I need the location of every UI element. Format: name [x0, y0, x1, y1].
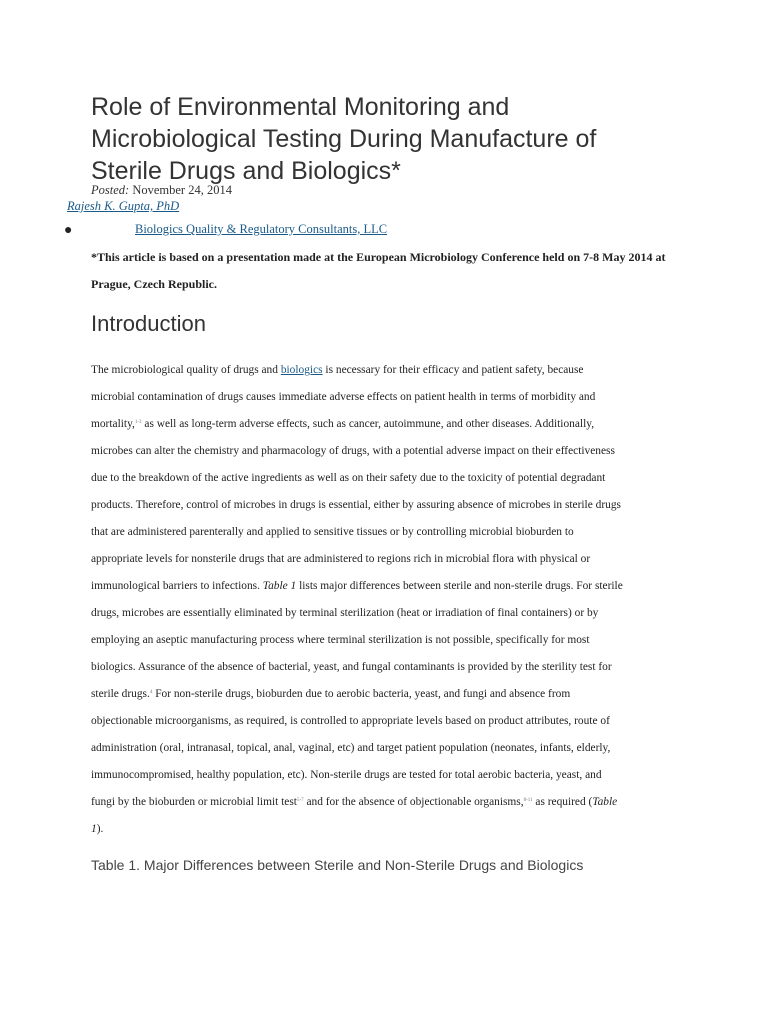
line-text: For non-sterile drugs, bioburden due to aerobic bacteria, yeast, and fungi and absence from [152, 688, 571, 700]
line-text: as required ( [532, 796, 593, 808]
paragraph-line [91, 735, 691, 762]
paragraph-line [91, 465, 691, 492]
title-line: Sterile Drugs and Biologics* [91, 157, 401, 185]
title-line: Role of Environmental Monitoring and [91, 93, 510, 121]
paragraph-line [91, 357, 691, 384]
line-text: is necessary for their efficacy and patient safety, because [322, 364, 584, 376]
line-text: biologics. Assurance of the absence of bacterial, yeast, and fungal contaminants is provided by the sterility test for [91, 661, 612, 673]
posted-date: November 24, 2014 [129, 183, 232, 197]
line-text: employing an aseptic manufacturing process where terminal sterilization is not possible, specifically for most [91, 634, 590, 646]
paragraph-line [91, 546, 691, 573]
line-text: The microbiological quality of drugs and [91, 364, 281, 376]
paragraph-line [91, 681, 691, 708]
title-line: Microbiological Testing During Manufacture of [91, 125, 597, 153]
line-text: that are administered parenterally and applied to sensitive tissues or by controlling microbial bioburden to [91, 526, 574, 538]
table-reference: Table 1 [262, 580, 297, 592]
paragraph-line [91, 519, 691, 546]
line-text: drugs, microbes are essentially eliminated by terminal sterilization (heat or irradiation of final containers) or by [91, 607, 599, 619]
line-text: microbes can alter the chemistry and pharmacology of drugs, with a potential adverse impact on their effectiveness [91, 445, 615, 457]
line-text: mortality, [91, 418, 135, 430]
article-title [91, 91, 691, 187]
paragraph-line [91, 438, 691, 465]
paragraph-line [91, 573, 691, 600]
reference-superscript[interactable]: 5-7 [296, 798, 304, 803]
line-text: immunological barriers to infections. [91, 580, 263, 592]
line-text: due to the breakdown of the active ingredients as well as on their safety due to the toxicity of potential degradant [91, 472, 606, 484]
line-text: sterile drugs. [91, 688, 150, 700]
paragraph-line [91, 492, 691, 519]
posted-label: Posted: [91, 183, 130, 197]
line-text: administration (oral, intranasal, topical, anal, vaginal, etc) and target patient population (neonates, infants, elderly, [91, 742, 611, 754]
line-text: fungi by the bioburden or microbial limit test [91, 796, 297, 808]
line-text: lists major differences between sterile and non-sterile drugs. For sterile [296, 580, 623, 592]
table-caption: Table 1. Major Differences between Sterile and Non-Sterile Drugs and Biologics [91, 857, 584, 873]
reference-superscript[interactable]: 4 [149, 690, 153, 695]
paragraph-line [91, 600, 691, 627]
line-text: products. Therefore, control of microbes in drugs is essential, either by assuring absence of microbes in sterile drugs [91, 499, 621, 511]
line-text: and for the absence of objectionable organisms, [303, 796, 524, 808]
table-reference: 1 [91, 823, 97, 835]
line-text: objectionable microorganisms, as required, is controlled to appropriate levels based on product attributes, route of [91, 715, 610, 727]
table-reference: Table [592, 796, 618, 808]
line-text: ). [96, 823, 104, 835]
article-note: *This article is based on a presentation made at the European Microbiology Conference held on 7-8 May 2014 at Prague, Czech Republic. [91, 250, 666, 291]
paragraph-line [91, 708, 691, 735]
author-link[interactable]: Rajesh K. Gupta, PhD [67, 199, 180, 213]
posted-date-line [91, 183, 232, 198]
paragraph-line [91, 654, 691, 681]
line-text: as well as long-term adverse effects, such as cancer, autoimmune, and other diseases. Additionally, [141, 418, 595, 430]
paragraph-line [91, 816, 691, 843]
reference-superscript[interactable]: 8-11 [523, 798, 533, 803]
line-text: appropriate levels for nonsterile drugs that are administered to regions rich in microbial flora with physical or [91, 553, 591, 565]
bullet-icon: ● [64, 223, 73, 238]
reference-superscript[interactable]: 1-3 [134, 420, 142, 425]
paragraph-line [91, 789, 691, 816]
line-text: microbial contamination of drugs causes immediate adverse effects on patient health in terms of morbidity and [91, 391, 596, 403]
paragraph-line [91, 411, 691, 438]
introduction-heading: Introduction [91, 311, 206, 336]
paragraph-line [91, 627, 691, 654]
biologics-link[interactable]: biologics [280, 364, 323, 376]
affiliation-link[interactable]: Biologics Quality & Regulatory Consultants, LLC [135, 222, 388, 236]
line-text: immunocompromised, healthy population, etc). Non-sterile drugs are tested for total aerobic bacteria, yeast, and [91, 769, 602, 781]
paragraph-line [91, 384, 691, 411]
introduction-paragraph [91, 357, 691, 843]
paragraph-line [91, 762, 691, 789]
